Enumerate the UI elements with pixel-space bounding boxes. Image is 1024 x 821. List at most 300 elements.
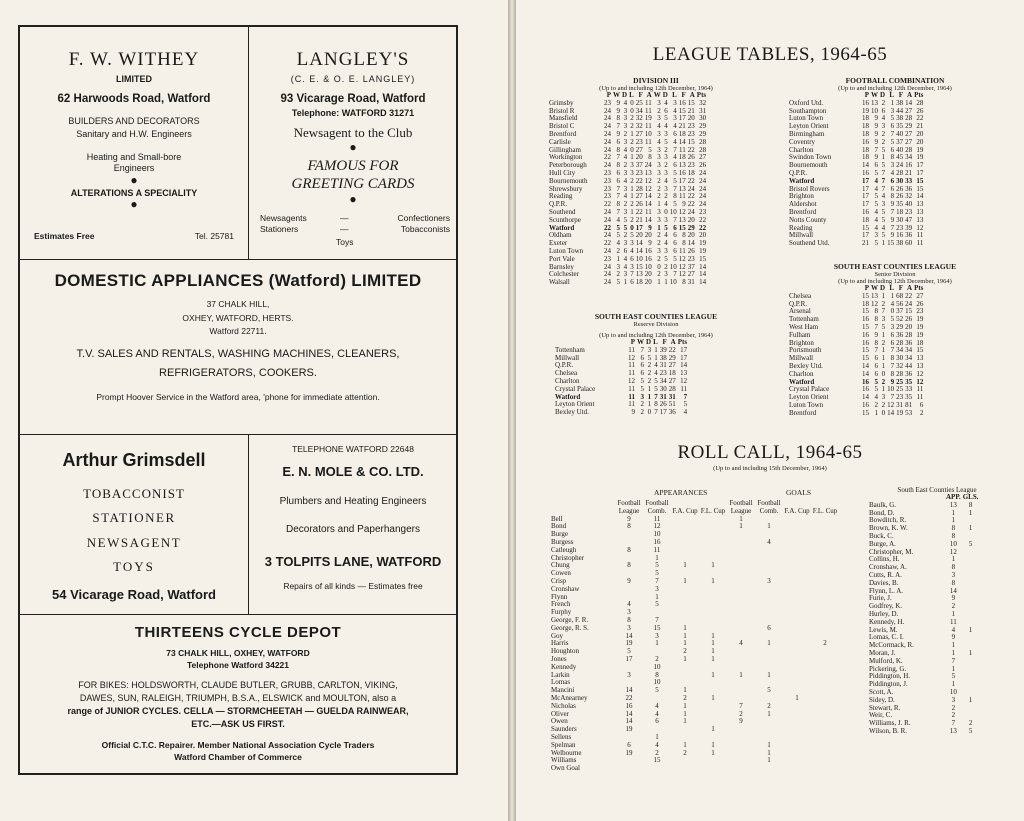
stat-cell: 8 xyxy=(951,578,956,587)
stat-cell xyxy=(962,580,980,588)
table-cell: 2 xyxy=(623,200,628,209)
table-cell: 26 xyxy=(659,400,667,409)
table-cell: 1 xyxy=(881,361,886,370)
stat-cell: 1 xyxy=(655,553,659,562)
player-name: Piddington, J. xyxy=(869,680,908,689)
stat-cell xyxy=(783,718,811,726)
stat-cell xyxy=(811,679,839,687)
stat-cell: 1 xyxy=(711,631,715,640)
table-cell: 3 xyxy=(657,114,661,123)
table-cell: 2 xyxy=(664,192,668,201)
mole-advert xyxy=(250,436,456,614)
table-cell: 2 xyxy=(616,270,620,279)
stat-cell: 17 xyxy=(625,654,633,663)
table-cell: 22 xyxy=(687,192,695,201)
table-cell: 24 xyxy=(604,215,611,224)
stat-cell: 9 xyxy=(627,576,631,585)
player-name: Nicholas xyxy=(551,701,576,710)
team-name: Charlton xyxy=(789,369,814,378)
table-cell: 9 xyxy=(874,153,878,162)
table-cell: 13 xyxy=(916,354,924,363)
table-cell: 24 xyxy=(604,161,611,170)
player-row xyxy=(550,640,839,648)
table-cell: 81 xyxy=(905,400,913,409)
stat-cell xyxy=(727,656,755,664)
table-cell: 24 xyxy=(604,278,611,287)
table-cell: 23 xyxy=(687,122,695,131)
team-name: Coventry xyxy=(789,137,816,146)
table-cell: 9 xyxy=(616,98,620,107)
table-cell: 9 xyxy=(874,122,878,131)
table-cell: 14 xyxy=(699,270,707,279)
column-header: P xyxy=(864,91,869,99)
table-cell: 3 xyxy=(657,207,661,216)
stat-cell: 2 xyxy=(683,693,687,702)
table-cell: 14 xyxy=(687,239,695,248)
table-cell: 2 xyxy=(657,106,661,115)
column-header: F.L. Cup xyxy=(700,506,726,515)
roll-call-title: ROLL CALL, 1964-65 xyxy=(677,442,863,463)
table-cell: 6 xyxy=(616,176,620,185)
column-header: P xyxy=(606,91,611,99)
stat-cell: 1 xyxy=(683,654,687,663)
player-name: Own Goal xyxy=(551,764,580,773)
table-cell: 4 xyxy=(673,106,677,115)
table-cell: 18 xyxy=(687,168,695,177)
table-cell: 9 xyxy=(890,377,895,386)
dash-mark: — xyxy=(340,213,349,223)
football-combination-table xyxy=(788,92,924,248)
table-cell: 18 xyxy=(862,129,869,138)
table-cell: 11 xyxy=(916,385,924,394)
player-row xyxy=(868,728,979,736)
table-cell: 3 xyxy=(874,231,878,240)
table-cell: 28 xyxy=(905,330,913,339)
table-cell: 4 xyxy=(673,153,677,162)
team-name: Leyton Orient xyxy=(789,122,829,131)
table-cell: 24 xyxy=(604,106,611,115)
stat-cell xyxy=(962,556,980,564)
table-cell: 18 xyxy=(862,145,869,154)
table-cell: 15 xyxy=(916,176,924,185)
stat-cell: 1 xyxy=(767,756,771,765)
stat-cell xyxy=(811,562,839,570)
table-cell: 16 xyxy=(678,98,686,107)
player-name: Brown, K. W. xyxy=(869,524,908,533)
column-header: F xyxy=(638,91,643,99)
table-cell: 8 xyxy=(890,369,895,378)
table-cell: 19 xyxy=(916,330,924,339)
stat-cell xyxy=(699,586,727,594)
player-name: Stewart, R. xyxy=(869,703,901,712)
domestic-phone: Watford 22711. xyxy=(209,325,267,336)
table-cell: 4 xyxy=(664,176,668,185)
stat-cell: 1 xyxy=(711,693,715,702)
table-cell: 3 xyxy=(623,207,628,216)
table-cell: 18 xyxy=(862,215,869,224)
table-cell: 11 xyxy=(916,239,924,248)
team-name: Q.P.R. xyxy=(789,168,808,177)
team-name: Luton Town xyxy=(549,246,584,255)
column-header: P xyxy=(630,338,635,346)
table-cell: 13 xyxy=(678,215,686,224)
table-cell: 7 xyxy=(890,223,895,232)
table-cell: 3 xyxy=(890,106,895,115)
table-cell: 15 xyxy=(678,223,686,232)
table-cell: 32 xyxy=(905,192,913,201)
table-cell: 18 xyxy=(668,369,676,378)
player-row xyxy=(550,726,839,734)
table-cell: 15 xyxy=(862,223,869,232)
table-cell: 5 xyxy=(874,168,878,177)
table-cell: 4 xyxy=(623,254,628,263)
table-cell: 11 xyxy=(644,137,652,146)
table-cell: 6 xyxy=(890,330,895,339)
stat-cell: 1 xyxy=(683,623,687,632)
stat-cell: 16 xyxy=(653,537,661,546)
table-cell: 22 xyxy=(604,223,611,232)
stat-cell xyxy=(671,547,699,555)
table-cell: 6 xyxy=(640,369,644,378)
column-header: APP. xyxy=(946,493,961,501)
table-cell: 5 xyxy=(881,145,886,154)
table-row xyxy=(548,279,707,287)
stat-cell xyxy=(783,625,811,633)
table-cell: 31 xyxy=(687,278,695,287)
player-name: Catleugh xyxy=(551,545,577,554)
team-name: Crystal Palace xyxy=(789,385,830,394)
stat-cell: 8 xyxy=(627,615,631,624)
table-cell: 6 xyxy=(890,145,895,154)
table-cell: 2 xyxy=(881,129,886,138)
grimsdell-name: Arthur Grimsdell xyxy=(62,450,206,470)
table-cell: 23 xyxy=(687,254,695,263)
stat-cell: 3 xyxy=(951,570,956,579)
table-cell: 0 xyxy=(881,408,886,417)
stat-cell: 1 xyxy=(951,516,956,525)
table-cell: 2 xyxy=(664,161,668,170)
stat-cell: 3 xyxy=(627,623,631,632)
table-cell: 3 xyxy=(623,184,628,193)
stat-cell xyxy=(811,672,839,680)
player-name: Wilson, B. R. xyxy=(869,726,908,735)
withey-sub: LIMITED xyxy=(116,73,152,84)
stat-cell xyxy=(962,572,980,580)
table-cell: 28 xyxy=(668,384,676,393)
table-cell: 28 xyxy=(905,114,913,123)
table-cell: 29 xyxy=(687,223,695,232)
table-cell: 56 xyxy=(896,299,904,308)
table-cell: 34 xyxy=(659,376,667,385)
stat-cell xyxy=(671,726,699,734)
player-row xyxy=(550,633,839,641)
stat-cell: 7 xyxy=(655,615,659,624)
table-cell: 37 xyxy=(635,161,643,170)
stat-cell: 2 xyxy=(951,602,956,611)
stat-cell xyxy=(783,734,811,742)
player-name: McCormack, R. xyxy=(869,641,914,650)
table-cell: 5 xyxy=(874,239,878,248)
stat-cell: 1 xyxy=(655,639,659,648)
table-cell: 24 xyxy=(604,246,611,255)
stat-cell: 13 xyxy=(949,500,957,509)
table-cell: 7 xyxy=(616,192,620,201)
table-cell: 12 xyxy=(678,207,686,216)
table-cell: 2 xyxy=(630,215,634,224)
table-cell: 17 xyxy=(916,161,924,170)
table-cell: 10 xyxy=(669,262,677,271)
team-name: Barnsley xyxy=(549,262,574,271)
table-cell: 28 xyxy=(699,137,707,146)
stat-cell: 3 xyxy=(655,584,659,593)
table-cell: 16 xyxy=(862,137,869,146)
table-cell: 7 xyxy=(890,393,895,402)
table-cell: 1 xyxy=(881,346,886,355)
table-cell: 3 xyxy=(657,215,661,224)
player-row xyxy=(550,750,839,758)
table-cell: 5 xyxy=(881,215,886,224)
table-cell: 19 xyxy=(699,239,707,248)
table-cell: 28 xyxy=(916,98,924,107)
table-cell: 14 xyxy=(916,192,924,201)
table-cell: 16 xyxy=(862,315,869,324)
table-cell: 7 xyxy=(654,392,658,401)
player-name: Bowditch, R. xyxy=(869,516,907,525)
player-row xyxy=(550,539,839,547)
stat-cell xyxy=(783,594,811,602)
table-cell: 28 xyxy=(896,168,904,177)
withey-estimates: Estimates Free xyxy=(34,231,95,241)
stat-cell xyxy=(755,555,783,563)
table-cell: 5 xyxy=(874,200,878,209)
player-name: Hurley, D. xyxy=(869,609,899,618)
table-cell: 27 xyxy=(916,291,924,300)
stat-cell: 1 xyxy=(711,654,715,663)
mole-line: Decorators and Paperhangers xyxy=(286,523,420,535)
table-cell: 15 xyxy=(862,322,869,331)
stat-cell xyxy=(671,539,699,547)
table-cell: 8 xyxy=(890,192,895,201)
stat-cell xyxy=(727,609,755,617)
column-header: F.A. Cup xyxy=(784,506,810,515)
table-cell: 18 xyxy=(635,278,643,287)
langley-toys: Toys xyxy=(336,237,354,247)
stat-cell: 5 xyxy=(655,561,659,570)
stat-cell xyxy=(755,765,783,773)
table-cell: 24 xyxy=(699,200,707,209)
table-cell: 3 xyxy=(664,153,668,162)
team-name: Exeter xyxy=(549,239,568,248)
table-cell: 28 xyxy=(896,369,904,378)
player-name: Flynn, L. A. xyxy=(869,586,904,595)
table-cell: 21 xyxy=(916,122,924,131)
stat-cell xyxy=(811,539,839,547)
stat-cell xyxy=(811,711,839,719)
withey-line: Heating and Small-bore xyxy=(86,151,182,162)
column-header: F.L. Cup xyxy=(812,506,838,515)
player-name: Burge xyxy=(551,530,568,539)
domestic-name: DOMESTIC APPLIANCES (Watford) LIMITED xyxy=(54,271,422,290)
withey-line: ALTERATIONS A SPECIALITY xyxy=(70,187,198,198)
stat-cell: 8 xyxy=(627,545,631,554)
stat-cell: 5 xyxy=(655,569,659,578)
player-name: Cronshaw, A. xyxy=(869,563,907,572)
table-cell: 3 xyxy=(657,168,661,177)
table-cell: 8 xyxy=(682,231,686,240)
stat-cell: 1 xyxy=(683,639,687,648)
stat-cell xyxy=(755,726,783,734)
team-name: Shrewsbury xyxy=(549,184,583,193)
table-cell: 5 xyxy=(890,315,895,324)
stat-cell: 15 xyxy=(653,756,661,765)
table-cell: 25 xyxy=(635,98,643,107)
table-cell: 32 xyxy=(635,122,643,131)
stat-cell: 4 xyxy=(655,709,659,718)
table-cell: 20 xyxy=(644,231,652,240)
mole-tel: TELEPHONE WATFORD 22648 xyxy=(292,444,414,454)
table-cell: 3 xyxy=(664,184,668,193)
stat-cell xyxy=(783,765,811,773)
table-cell: 22 xyxy=(699,223,707,232)
stat-cell xyxy=(727,555,755,563)
column-header: L xyxy=(889,91,895,99)
stat-cell: 6 xyxy=(627,740,631,749)
column-header: Football League xyxy=(617,499,641,515)
table-cell: 7 xyxy=(683,392,688,401)
table-cell: 11 xyxy=(644,207,652,216)
stat-cell xyxy=(727,625,755,633)
stat-cell xyxy=(811,523,839,531)
stat-cell xyxy=(699,539,727,547)
column-header: F xyxy=(662,338,667,346)
table-cell: 26 xyxy=(916,299,924,308)
stat-cell xyxy=(962,603,980,611)
grimsdell-line: TOYS xyxy=(113,559,155,575)
table-cell: 10 xyxy=(644,262,652,271)
player-name: French xyxy=(551,600,571,609)
team-name: Millwall xyxy=(555,353,580,362)
table-row xyxy=(788,410,924,418)
division-three-table xyxy=(548,92,707,287)
stat-cell: 1 xyxy=(711,725,715,734)
stat-cell: 19 xyxy=(625,725,633,734)
table-cell: 36 xyxy=(905,184,913,193)
table-cell: 14 xyxy=(635,246,643,255)
stat-cell xyxy=(699,609,727,617)
stat-cell: 5 xyxy=(968,539,973,548)
stat-cell xyxy=(811,516,839,524)
table-cell: 19 xyxy=(896,408,904,417)
stat-cell: 1 xyxy=(951,555,956,564)
left-page xyxy=(0,0,508,821)
table-cell: 1 xyxy=(630,153,634,162)
table-cell: 5 xyxy=(881,161,886,170)
table-cell: 7 xyxy=(890,346,895,355)
table-cell: 6 xyxy=(881,106,886,115)
player-name: George, F. R. xyxy=(551,615,589,624)
table-cell: 16 xyxy=(862,385,869,394)
table-cell: 9 xyxy=(874,114,878,123)
stat-cell xyxy=(699,757,727,765)
table-cell: 4 xyxy=(623,192,628,201)
table-cell: 5 xyxy=(630,231,634,240)
table-cell: 3 xyxy=(881,315,886,324)
table-cell: 12 xyxy=(916,223,924,232)
stat-cell: 6 xyxy=(767,623,771,632)
stat-cell: 10 xyxy=(949,539,957,548)
table-cell: 15 xyxy=(905,307,913,316)
table-cell: 15 xyxy=(862,408,869,417)
table-cell: 26 xyxy=(896,192,904,201)
langley-stationers: Stationers xyxy=(260,224,299,234)
stat-cell xyxy=(962,611,980,619)
table-cell: 17 xyxy=(916,168,924,177)
stat-cell: 10 xyxy=(653,662,661,671)
cycle-line: Watford Chamber of Commerce xyxy=(174,751,302,762)
stat-cell: 14 xyxy=(625,686,633,695)
stat-cell xyxy=(811,750,839,758)
table-cell: 7 xyxy=(630,270,634,279)
table-cell: 20 xyxy=(644,270,652,279)
table-cell: 17 xyxy=(680,353,688,362)
stat-cell xyxy=(727,734,755,742)
player-name: Flynn xyxy=(551,592,568,601)
table-cell: 3 xyxy=(630,168,634,177)
table-cell: 16 xyxy=(862,338,869,347)
table-cell: 2 xyxy=(657,254,661,263)
table-cell: 6 xyxy=(664,106,668,115)
table-cell: 22 xyxy=(604,239,611,248)
table-cell: 24 xyxy=(699,168,707,177)
stat-cell xyxy=(727,531,755,539)
player-name: Lomas, C. I. xyxy=(869,633,904,642)
stat-cell: 1 xyxy=(968,524,973,533)
division-three-date: (Up to and including 12th December, 1964) xyxy=(599,85,713,92)
team-name: Portsmouth xyxy=(789,346,822,355)
table-cell: 16 xyxy=(862,377,869,386)
table-cell: 1 xyxy=(630,192,634,201)
stat-cell: 2 xyxy=(951,711,956,720)
table-cell: 38 xyxy=(896,114,904,123)
column-header: A xyxy=(907,284,913,292)
appearances-heading: APPEARANCES xyxy=(654,488,708,497)
stat-cell xyxy=(811,594,839,602)
table-cell: 5 xyxy=(881,322,886,331)
table-cell: 4 xyxy=(683,408,688,417)
secl-reserve-title: SOUTH EAST COUNTIES LEAGUE xyxy=(594,312,718,321)
table-cell: 5 xyxy=(673,168,677,177)
stat-cell xyxy=(615,531,643,539)
stat-cell xyxy=(783,601,811,609)
table-cell: 23 xyxy=(905,207,913,216)
column-header: F xyxy=(898,91,904,99)
table-cell: 7 xyxy=(881,307,886,316)
player-name: McAnearney xyxy=(551,693,588,702)
table-cell: 23 xyxy=(687,161,695,170)
table-cell: 17 xyxy=(862,192,869,201)
stat-cell: 1 xyxy=(683,740,687,749)
table-cell: 14 xyxy=(862,361,869,370)
page-gutter xyxy=(508,0,516,821)
table-cell: 0 xyxy=(647,408,652,417)
player-name: George, R. S. xyxy=(551,623,589,632)
table-cell: 2 xyxy=(616,246,620,255)
withey-line: Sanitary and H.W. Engineers xyxy=(76,129,192,140)
stat-cell: 1 xyxy=(711,748,715,757)
stat-cell xyxy=(783,586,811,594)
domestic-address: 37 CHALK HILL, xyxy=(206,299,270,310)
column-header: Pts xyxy=(677,338,688,346)
